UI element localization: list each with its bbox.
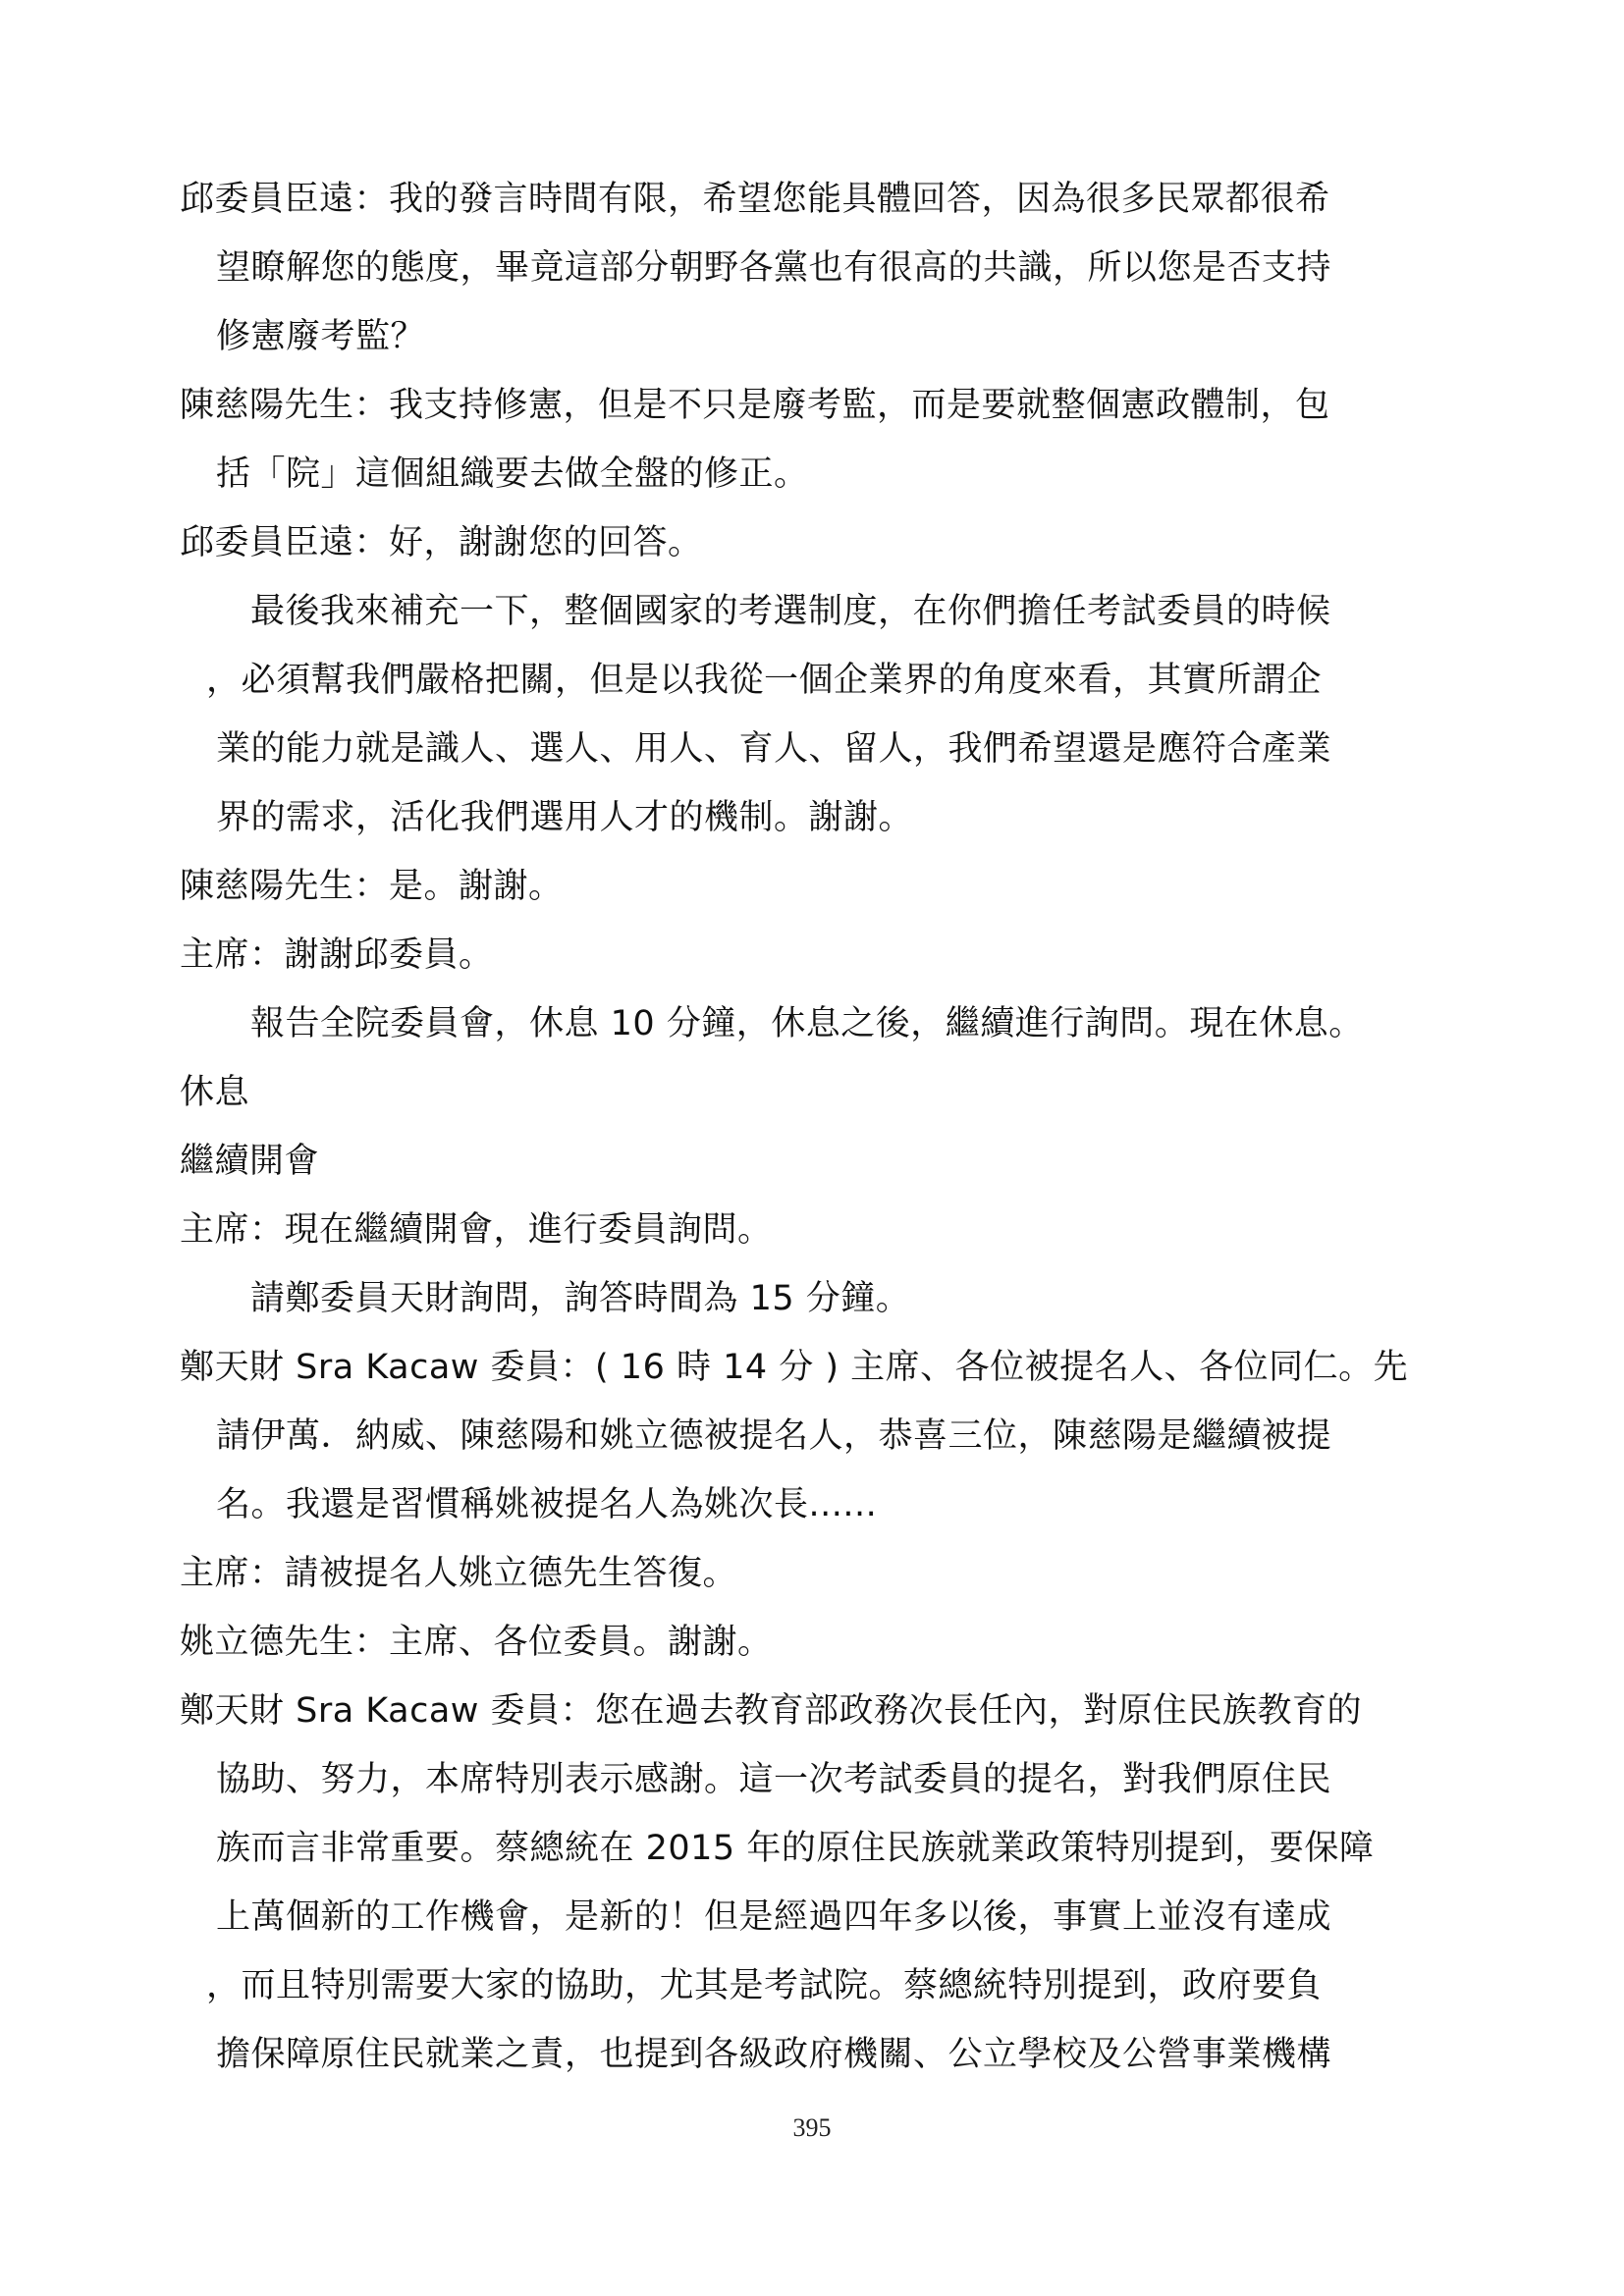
transcript-line: 族而言非常重要。蔡總統在 2015 年的原住民族就業政策特別提到，要保障 [216,1829,1375,1868]
transcript-line: 鄭天財 Sra Kacaw 委員：( 16 時 14 分 ) 主席、各位被提名人、各位同仁。先 [180,1348,1409,1387]
transcript-line: 界的需求，活化我們選用人才的機制。謝謝。 [216,798,914,837]
transcript-line: 鄭天財 Sra Kacaw 委員：您在過去教育部政務次長任內，對原住民族教育的 [180,1691,1363,1731]
transcript-line: 主席：謝謝邱委員。 [180,935,494,975]
transcript-line: 上萬個新的工作機會，是新的！但是經過四年多以後，事實上並沒有達成 [216,1897,1332,1937]
transcript-line: 邱委員臣遠：好，謝謝您的回答。 [180,523,703,562]
transcript-line: 請伊萬．納威、陳慈陽和姚立德被提名人，恭喜三位，陳慈陽是繼續被提 [216,1416,1332,1456]
transcript-line: 邱委員臣遠：我的發言時間有限，希望您能具體回答，因為很多民眾都很希 [180,180,1330,219]
transcript-line: 主席：現在繼續開會，進行委員詢問。 [180,1210,773,1250]
transcript-line: 業的能力就是識人、選人、用人、育人、留人，我們希望還是應符合產業 [216,729,1332,769]
transcript-line: ，必須幫我們嚴格把關，但是以我從一個企業界的角度來看，其實所謂企 [206,661,1323,700]
transcript-line: 休息 [180,1073,250,1112]
transcript-line: 陳慈陽先生：我支持修憲，但是不只是廢考監，而是要就整個憲政體制，包 [180,386,1330,425]
transcript-line: ，而且特別需要大家的協助，尤其是考試院。蔡總統特別提到，政府要負 [206,1966,1323,2005]
transcript-line: 擔保障原住民就業之責，也提到各級政府機關、公立學校及公營事業機構 [216,2035,1332,2074]
transcript-line: 最後我來補充一下，整個國家的考選制度，在你們擔任考試委員的時候 [250,592,1331,631]
transcript-line: 主席：請被提名人姚立德先生答復。 [180,1554,738,1593]
transcript-body [180,165,1461,2089]
transcript-line: 姚立德先生：主席、各位委員。謝謝。 [180,1623,773,1662]
transcript-line: 陳慈陽先生：是。謝謝。 [180,867,564,906]
transcript-line: 名。我還是習慣稱姚被提名人為姚次長...... [216,1485,878,1524]
transcript-line: 修憲廢考監？ [216,317,426,356]
transcript-line: 望瞭解您的態度，畢竟這部分朝野各黨也有很高的共識，所以您是否支持 [216,248,1332,288]
transcript-line: 請鄭委員天財詢問，詢答時間為 15 分鐘。 [250,1279,911,1318]
page-number: 395 [792,2113,832,2142]
transcript-line: 括「院」這個組織要去做全盤的修正。 [216,454,809,494]
transcript-line: 報告全院委員會，休息 10 分鐘，休息之後，繼續進行詢問。現在休息。 [250,1004,1364,1043]
transcript-line: 繼續開會 [180,1142,320,1181]
transcript-line: 協助、努力，本席特別表示感謝。這一次考試委員的提名，對我們原住民 [216,1760,1332,1799]
